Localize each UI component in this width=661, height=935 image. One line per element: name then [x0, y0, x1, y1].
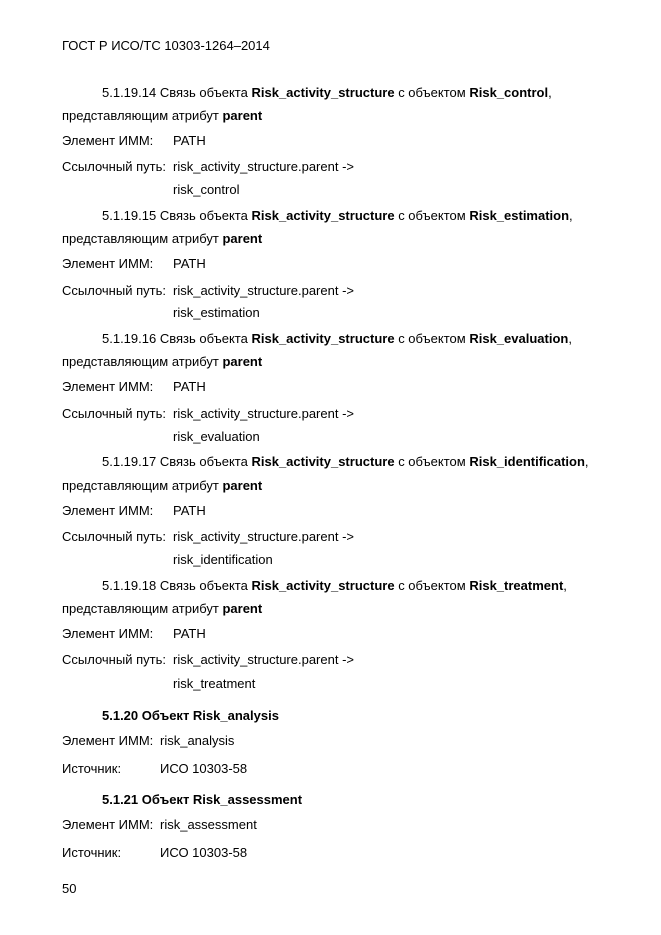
section-heading: 5.1.19.14 Связь объекта Risk_activity_structure с объектом Risk_control,	[102, 85, 552, 100]
imm-label: Элемент ИММ:	[62, 817, 154, 832]
section-number: 5.1.19.15	[102, 208, 157, 223]
ref-path-label: Ссылочный путь:	[62, 652, 166, 667]
ref-path-first: risk_activity_structure.parent ->	[173, 406, 354, 421]
entity-name: Risk_activity_structure	[251, 331, 395, 346]
attribute-name: parent	[222, 231, 263, 246]
attribute-line: представляющим атрибут parent	[62, 354, 263, 369]
section-heading: 5.1.19.15 Связь объекта Risk_activity_structure с объектом Risk_estimation,	[102, 208, 573, 223]
attribute-name: parent	[222, 354, 263, 369]
ref-path-label: Ссылочный путь:	[62, 159, 166, 174]
page-number: 50	[62, 881, 77, 896]
target-entity-name: Risk_estimation	[469, 208, 570, 223]
section-heading: 5.1.19.16 Связь объекта Risk_activity_structure с объектом Risk_evaluation,	[102, 331, 572, 346]
ref-path-first: risk_activity_structure.parent ->	[173, 283, 354, 298]
imm-value: PATH	[173, 133, 206, 148]
imm-value: PATH	[173, 503, 206, 518]
ref-path-first: risk_activity_structure.parent ->	[173, 652, 354, 667]
section-number: 5.1.19.14	[102, 85, 157, 100]
entity-name: Risk_activity_structure	[251, 208, 395, 223]
target-entity-name: Risk_treatment	[469, 578, 564, 593]
ref-path-second: risk_control	[173, 182, 240, 197]
imm-label: Элемент ИММ:	[62, 733, 154, 748]
attribute-name: parent	[222, 601, 263, 616]
section-heading: 5.1.19.18 Связь объекта Risk_activity_structure с объектом Risk_treatment,	[102, 578, 567, 593]
target-entity-name: Risk_evaluation	[469, 331, 569, 346]
ref-path-second: risk_evaluation	[173, 429, 260, 444]
section-number: 5.1.19.17	[102, 454, 157, 469]
attribute-line: представляющим атрибут parent	[62, 601, 263, 616]
imm-value: PATH	[173, 626, 206, 641]
ref-path-first: risk_activity_structure.parent ->	[173, 529, 354, 544]
imm-value: risk_analysis	[160, 733, 235, 748]
ref-path-second: risk_estimation	[173, 305, 260, 320]
attribute-line: представляющим атрибут parent	[62, 478, 263, 493]
imm-label: Элемент ИММ:	[62, 256, 154, 271]
object-heading: 5.1.20 Объект Risk_analysis	[102, 708, 279, 723]
source-label: Источник:	[62, 761, 122, 776]
source-value: ИСО 10303-58	[160, 761, 248, 776]
section-number: 5.1.19.18	[102, 578, 157, 593]
target-entity-name: Risk_control	[469, 85, 549, 100]
imm-label: Элемент ИММ:	[62, 503, 154, 518]
target-entity-name: Risk_identification	[469, 454, 585, 469]
imm-value: risk_assessment	[160, 817, 257, 832]
document-header: ГОСТ Р ИСО/ТС 10303-1264–2014	[62, 38, 270, 53]
entity-name: Risk_activity_structure	[251, 578, 395, 593]
attribute-name: parent	[222, 108, 263, 123]
entity-name: Risk_activity_structure	[251, 454, 395, 469]
source-label: Источник:	[62, 845, 122, 860]
imm-value: PATH	[173, 256, 206, 271]
attribute-name: parent	[222, 478, 263, 493]
imm-label: Элемент ИММ:	[62, 379, 154, 394]
section-number: 5.1.19.16	[102, 331, 157, 346]
ref-path-first: risk_activity_structure.parent ->	[173, 159, 354, 174]
ref-path-label: Ссылочный путь:	[62, 406, 166, 421]
imm-value: PATH	[173, 379, 206, 394]
object-heading: 5.1.21 Объект Risk_assessment	[102, 792, 303, 807]
ref-path-label: Ссылочный путь:	[62, 529, 166, 544]
ref-path-second: risk_identification	[173, 552, 273, 567]
imm-label: Элемент ИММ:	[62, 133, 154, 148]
section-heading: 5.1.19.17 Связь объекта Risk_activity_structure с объектом Risk_identification,	[102, 454, 589, 469]
attribute-line: представляющим атрибут parent	[62, 231, 263, 246]
ref-path-second: risk_treatment	[173, 676, 256, 691]
source-value: ИСО 10303-58	[160, 845, 248, 860]
ref-path-label: Ссылочный путь:	[62, 283, 166, 298]
imm-label: Элемент ИММ:	[62, 626, 154, 641]
attribute-line: представляющим атрибут parent	[62, 108, 263, 123]
entity-name: Risk_activity_structure	[251, 85, 395, 100]
